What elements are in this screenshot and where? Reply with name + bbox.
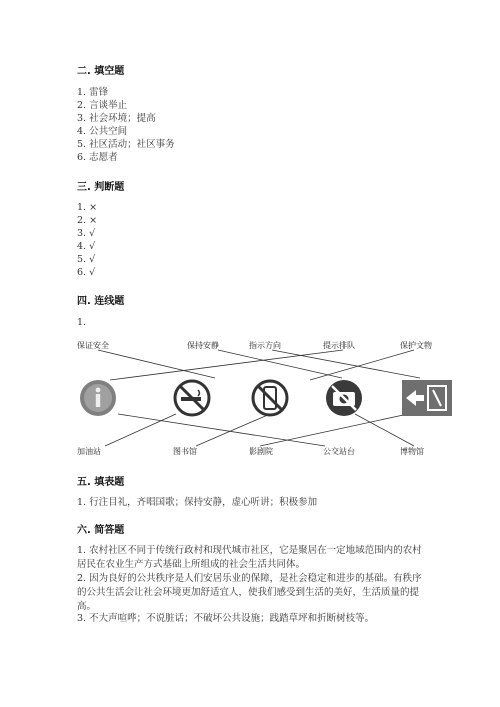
match-line [118, 414, 325, 446]
top-label-direction: 指示方向 [249, 341, 281, 350]
answer-paragraph: 1. 农村社区不同于传统行政村和现代城市社区，它是聚居在一定地域范围内的农村居民在农业生产方式基础上所组成的社会生活共同体。 [77, 545, 422, 570]
match-line [196, 414, 270, 446]
bottom-label-museum: 博物馆 [400, 447, 424, 456]
answer-line: 3. √ [77, 228, 96, 239]
answer-line: 1. × [77, 202, 98, 213]
answer-paragraph: 2. 因为良好的公共秩序是人们安居乐业的保障，是社会稳定和进步的基础。有秩序的公共生活会让社会环境更加舒适宜人，使我们感受到生活的美好，生活质量的提高。 [77, 573, 422, 612]
section-heading-fill-blank: 二. 填空题 [77, 66, 125, 77]
match-line [110, 350, 343, 380]
bottom-label-theater: 影剧院 [249, 447, 273, 456]
answer-line: 4. √ [77, 241, 96, 252]
info-icon [78, 378, 118, 418]
top-label-queue: 提示排队 [323, 341, 355, 350]
no-camera-icon [324, 378, 364, 418]
match-line [310, 350, 414, 380]
bottom-label-gas-station: 加油站 [77, 447, 101, 456]
answer-line: 6. 志愿者 [77, 152, 118, 163]
answer-paragraph: 3. 不大声喧哗；不说脏话；不破坏公共设施；践踏草坪和折断树枝等。 [77, 613, 375, 624]
top-label-relics: 保护文物 [400, 341, 432, 350]
match-line [105, 414, 176, 446]
section-heading-fill-table: 五. 填表题 [77, 477, 125, 488]
section-heading-matching: 四. 连线题 [77, 296, 125, 307]
no-smoking-icon [172, 378, 212, 418]
answer-line: 2. 言谈举止 [77, 100, 128, 111]
answer-line: 2. × [77, 215, 98, 226]
top-label-safety: 保证安全 [77, 341, 109, 350]
bottom-label-bus-stop: 公交站台 [323, 447, 355, 456]
section-heading-true-false: 三. 判断题 [77, 182, 125, 193]
answer-line: 4. 公共空间 [77, 126, 128, 137]
answer-line: 1. 雷锋 [77, 87, 109, 98]
exit-arrow-icon [402, 378, 452, 418]
answer-line: 5. √ [77, 254, 96, 265]
no-phone-icon [250, 378, 290, 418]
answer-line: 6. √ [77, 267, 96, 278]
section-heading-short-answer: 六. 简答题 [77, 525, 125, 536]
answer-line: 1. 行注目礼，齐唱国歌；保持安静，虚心听讲；积极参加 [77, 497, 318, 508]
answer-line: 3. 社会环境；提高 [77, 113, 156, 124]
top-label-quiet: 保持安静 [187, 341, 219, 350]
question-number: 1. [77, 317, 87, 328]
match-line [260, 414, 408, 446]
bottom-label-library: 图书馆 [173, 447, 197, 456]
answer-line: 5. 社区活动；社区事务 [77, 139, 175, 150]
match-line [272, 350, 420, 378]
